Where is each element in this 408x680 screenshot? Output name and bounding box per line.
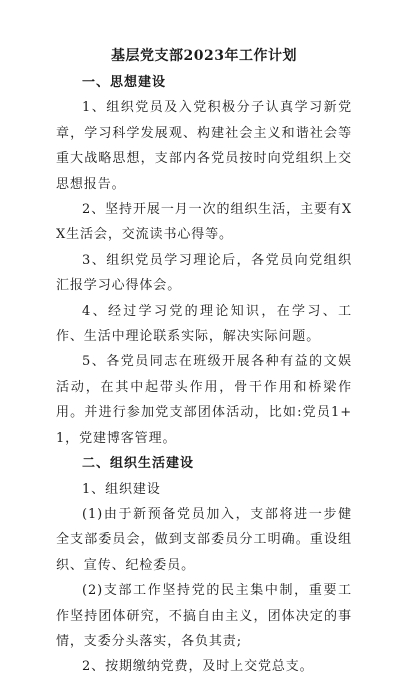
document-body [56,70,352,680]
paragraph: 1、组织党员及入党积极分子认真学习新党章，学习科学发展观、构建社会主义和谐社会等重大战略思想，支部内各党员按时向党组织上交思想报告。 [56,100,352,192]
paragraph: (2)支部工作坚持党的民主集中制，重要工作坚持团体研究，不搞自由主义，团体决定的事情，支委分头落实，各负其责; [56,583,352,649]
paragraph: 3、组织党员学习理论后，各党员向党组织汇报学习心得体会。 [56,252,352,294]
section-heading: 一、思想建设 [82,75,167,90]
paragraph: 2、按期缴纳党费，及时上交党总支。 [82,659,314,675]
section-heading: 二、组织生活建设 [82,456,195,472]
paragraph: (1)由于新预备党员加入，支部将进一步健全支部委员会，做到支部委员分工明确。重设组织、宣传、纪检委员。 [56,506,352,573]
paragraph: 4、经过学习党的理论知识，在学习、工作、生活中理论联系实际，解决实际问题。 [56,303,352,345]
paragraph: 2、坚持开展一月一次的组织生活，主要有XX生活会，交流读书心得等。 [56,202,352,243]
paragraph: 5、各党员同志在班级开展各种有益的文娱活动，在其中起带头作用，骨干作用和桥梁作用。并进行参加党支部团体活动，比如:党员1+1，党建博客管理。 [56,354,352,446]
paragraph: 1、组织建设 [82,481,161,497]
document-title: 基层党支部2023年工作计划 [111,48,297,64]
